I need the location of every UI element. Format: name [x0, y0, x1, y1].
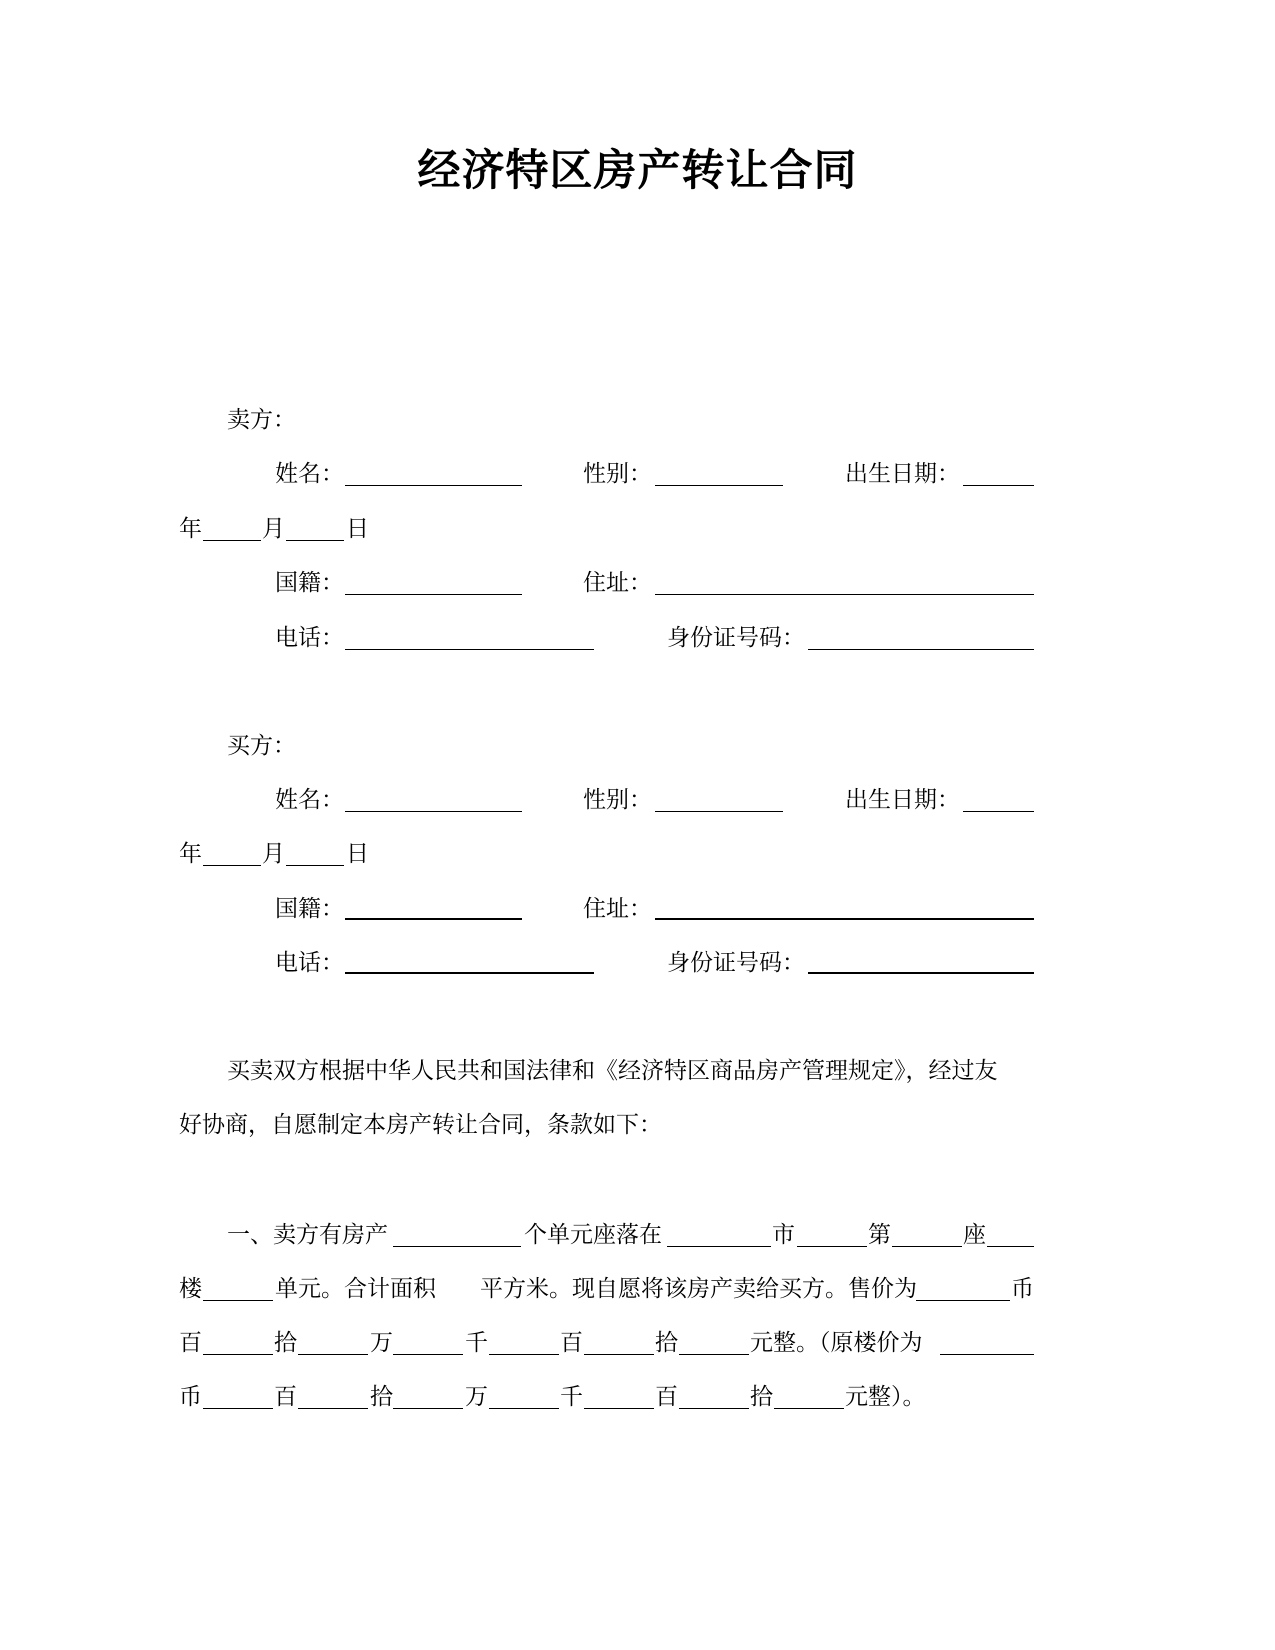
clause1-floor-blank[interactable] — [987, 1246, 1034, 1247]
clause1-text-k: 拾 — [274, 1330, 297, 1356]
seller-id-blank[interactable] — [808, 649, 1034, 650]
original-thousand-blank[interactable] — [489, 1408, 559, 1409]
clause1-text-o: 拾 — [655, 1330, 678, 1356]
clause1-text-b: 个单元座落在 — [524, 1222, 662, 1248]
seller-day-label: 日 — [346, 516, 369, 542]
buyer-nationality-blank[interactable] — [345, 918, 522, 920]
clause1-text-w: 拾 — [750, 1384, 773, 1410]
clause1-block-blank[interactable] — [892, 1246, 962, 1247]
clause1-text-n: 百 — [560, 1330, 583, 1356]
preamble-line-2: 好协商，自愿制定本房产转让合同，条款如下： — [179, 1112, 662, 1138]
price-ten-thousand-blank[interactable] — [393, 1354, 463, 1355]
clause1-city-blank[interactable] — [667, 1246, 771, 1247]
document-title: 经济特区房产转让合同 — [417, 146, 858, 196]
clause1-unit-blank[interactable] — [203, 1300, 273, 1301]
buyer-birth-day-blank[interactable] — [286, 865, 344, 866]
seller-address-blank[interactable] — [655, 594, 1034, 595]
clause1-text-g: 单元。合计面积 — [275, 1276, 436, 1302]
seller-month-label: 月 — [262, 516, 285, 542]
buyer-month-label: 月 — [262, 841, 285, 867]
clause1-units-blank[interactable] — [393, 1246, 521, 1247]
buyer-gender-blank[interactable] — [655, 811, 783, 812]
clause1-text-f: 楼 — [179, 1276, 202, 1302]
original-ten-thousand-blank[interactable] — [393, 1408, 463, 1409]
buyer-heading: 买方： — [227, 733, 296, 759]
seller-id-label: 身份证号码： — [667, 625, 805, 651]
original-ten-blank[interactable] — [679, 1408, 749, 1409]
clause1-text-v: 百 — [655, 1384, 678, 1410]
clause1-area-blank[interactable] — [797, 1246, 867, 1247]
seller-gender-blank[interactable] — [655, 485, 783, 486]
original-price-currency-blank[interactable] — [940, 1354, 1034, 1355]
price-hundred-blank[interactable] — [584, 1354, 654, 1355]
seller-phone-blank[interactable] — [345, 649, 594, 650]
original-hundred-blank[interactable] — [584, 1408, 654, 1409]
original-unit-blank[interactable] — [774, 1408, 844, 1409]
buyer-birth-month-blank[interactable] — [203, 865, 261, 866]
clause1-text-d: 第 — [868, 1222, 891, 1248]
seller-year-label: 年 — [179, 516, 202, 542]
price-hundred-million-blank[interactable] — [203, 1354, 273, 1355]
seller-nationality-blank[interactable] — [345, 594, 522, 595]
clause1-text-r: 百 — [274, 1384, 297, 1410]
clause1-text-m: 千 — [465, 1330, 488, 1356]
seller-birth-month-blank[interactable] — [203, 540, 261, 541]
clause1-text-i: 币 — [1011, 1276, 1034, 1302]
clause1-text-h: 平方米。现自愿将该房产卖给买方。售价为 — [480, 1276, 917, 1302]
clause1-text-u: 千 — [560, 1384, 583, 1410]
clause1-text-a: 一、卖方有房产 — [227, 1222, 388, 1248]
clause1-text-t: 万 — [465, 1384, 488, 1410]
buyer-phone-label: 电话： — [275, 950, 344, 976]
seller-name-label: 姓名： — [275, 461, 344, 487]
price-ten-blank[interactable] — [679, 1354, 749, 1355]
original-ten-million-blank[interactable] — [298, 1408, 368, 1409]
clause1-currency-blank[interactable] — [916, 1300, 1010, 1301]
clause1-text-s: 拾 — [370, 1384, 393, 1410]
buyer-id-blank[interactable] — [808, 972, 1034, 974]
clause1-text-c: 市 — [772, 1222, 795, 1248]
clause1-text-p: 元整。（原楼价为 — [750, 1330, 923, 1356]
preamble-line-1: 买卖双方根据中华人民共和国法律和《经济特区商品房产管理规定》，经过友 — [227, 1058, 998, 1084]
seller-phone-label: 电话： — [275, 625, 344, 651]
buyer-name-blank[interactable] — [345, 811, 522, 812]
seller-gender-label: 性别： — [583, 461, 652, 487]
seller-nationality-label: 国籍： — [275, 570, 344, 596]
price-thousand-blank[interactable] — [489, 1354, 559, 1355]
clause1-text-j: 百 — [179, 1330, 202, 1356]
buyer-gender-label: 性别： — [583, 787, 652, 813]
buyer-phone-blank[interactable] — [345, 972, 594, 974]
clause1-text-e: 座 — [963, 1222, 986, 1248]
seller-birth-label: 出生日期： — [845, 461, 960, 487]
buyer-name-label: 姓名： — [275, 787, 344, 813]
buyer-birth-year-blank[interactable] — [963, 811, 1034, 812]
buyer-birth-label: 出生日期： — [845, 787, 960, 813]
seller-name-blank[interactable] — [345, 485, 522, 486]
seller-birth-day-blank[interactable] — [286, 540, 344, 541]
buyer-year-label: 年 — [179, 841, 202, 867]
buyer-day-label: 日 — [346, 841, 369, 867]
seller-heading: 卖方： — [227, 407, 296, 433]
seller-address-label: 住址： — [583, 570, 652, 596]
clause1-text-x: 元整）。 — [845, 1384, 926, 1410]
price-ten-million-blank[interactable] — [298, 1354, 368, 1355]
buyer-id-label: 身份证号码： — [667, 950, 805, 976]
buyer-address-label: 住址： — [583, 896, 652, 922]
clause1-text-l: 万 — [370, 1330, 393, 1356]
clause1-text-q: 币 — [179, 1384, 202, 1410]
original-hundred-million-blank[interactable] — [203, 1408, 273, 1409]
seller-birth-year-blank[interactable] — [963, 485, 1034, 486]
buyer-address-blank[interactable] — [655, 918, 1034, 920]
buyer-nationality-label: 国籍： — [275, 896, 344, 922]
